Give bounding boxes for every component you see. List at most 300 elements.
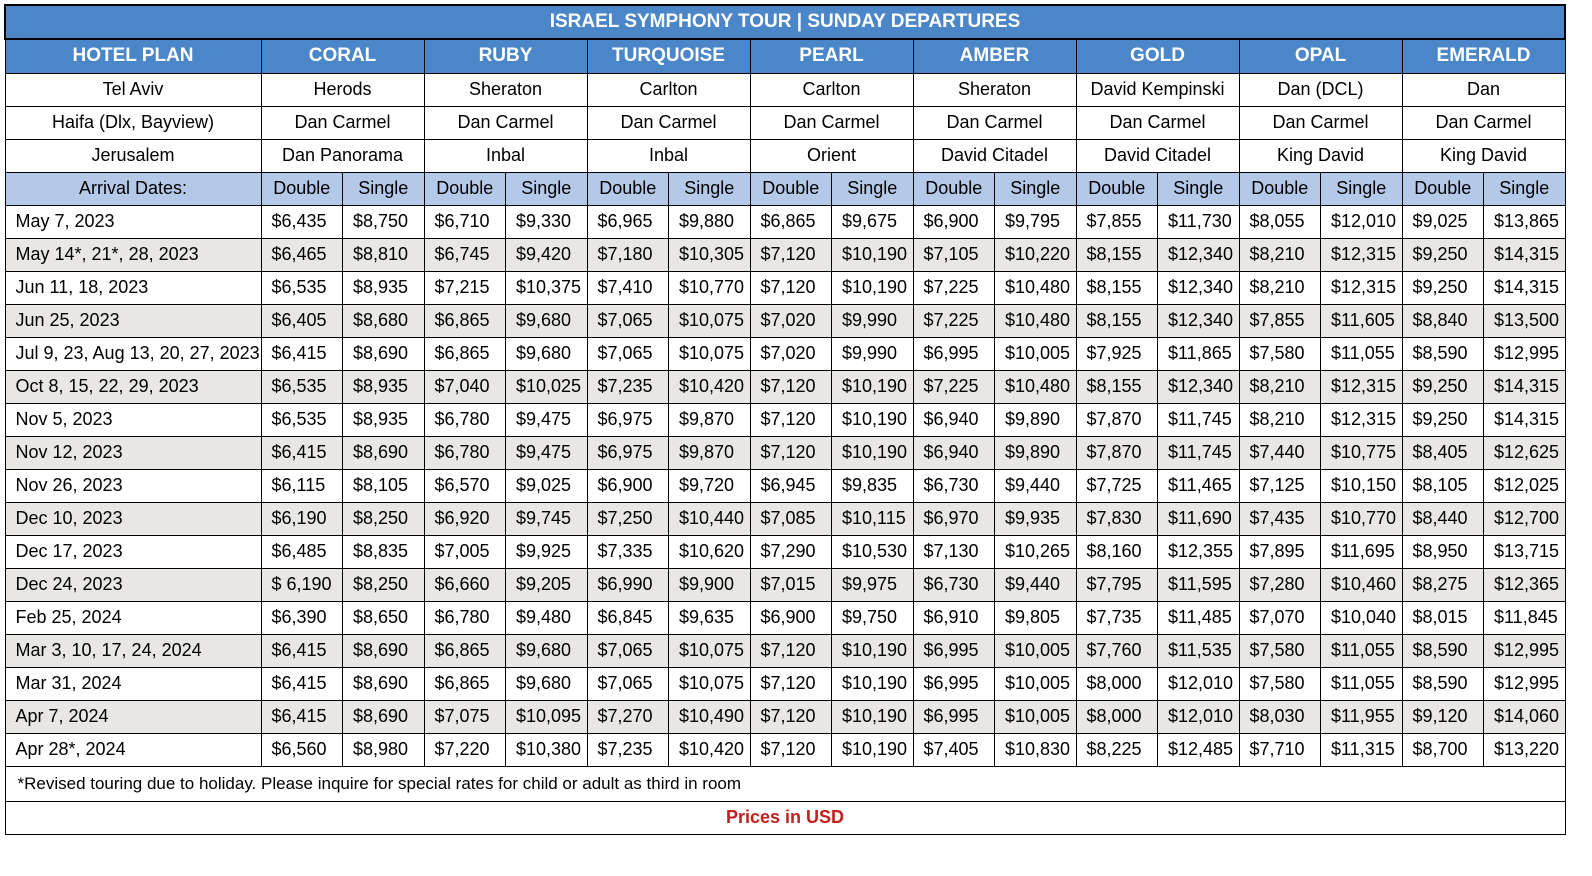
price-cell: $7,795	[1076, 568, 1158, 601]
price-cell: $7,065	[587, 634, 669, 667]
plan-header-ruby: RUBY	[424, 39, 587, 73]
price-cell: $8,210	[1239, 403, 1321, 436]
price-cell: $6,535	[261, 271, 343, 304]
arrival-header-row	[5, 172, 1565, 205]
price-cell: $8,980	[343, 733, 425, 766]
price-cell: $6,535	[261, 370, 343, 403]
hotel-name: King David	[1402, 139, 1565, 172]
price-cell: $14,315	[1484, 238, 1566, 271]
price-cell: $6,920	[424, 502, 506, 535]
price-cell: $10,075	[669, 634, 751, 667]
price-cell: $7,895	[1239, 535, 1321, 568]
price-cell: $9,680	[506, 667, 588, 700]
hotel-city: Tel Aviv	[5, 73, 261, 106]
price-cell: $9,805	[995, 601, 1077, 634]
price-cell: $8,690	[343, 700, 425, 733]
price-cell: $9,990	[832, 337, 914, 370]
price-cell: $8,225	[1076, 733, 1158, 766]
price-cell: $10,460	[1321, 568, 1403, 601]
price-cell: $10,005	[995, 337, 1077, 370]
price-cell: $8,160	[1076, 535, 1158, 568]
plan-header-amber: AMBER	[913, 39, 1076, 73]
price-cell: $10,190	[832, 403, 914, 436]
price-cell: $7,015	[750, 568, 832, 601]
price-cell: $7,410	[587, 271, 669, 304]
price-cell: $11,535	[1158, 634, 1240, 667]
price-cell: $8,810	[343, 238, 425, 271]
price-cell: $8,700	[1402, 733, 1484, 766]
hotel-name: David Citadel	[1076, 139, 1239, 172]
arrival-date: Dec 24, 2023	[5, 568, 261, 601]
price-cell: $6,865	[424, 337, 506, 370]
price-cell: $10,005	[995, 667, 1077, 700]
price-cell: $9,835	[832, 469, 914, 502]
table-row	[5, 502, 1565, 535]
price-cell: $10,775	[1321, 436, 1403, 469]
price-cell: $14,060	[1484, 700, 1566, 733]
price-cell: $10,480	[995, 370, 1077, 403]
price-cell: $7,855	[1239, 304, 1321, 337]
price-cell: $7,120	[750, 634, 832, 667]
price-cell: $9,870	[669, 403, 751, 436]
price-cell: $10,075	[669, 304, 751, 337]
price-cell: $12,340	[1158, 271, 1240, 304]
price-cell: $12,315	[1321, 238, 1403, 271]
price-cell: $12,995	[1484, 337, 1566, 370]
price-cell: $10,075	[669, 667, 751, 700]
price-cell: $11,695	[1321, 535, 1403, 568]
price-cell: $7,225	[913, 271, 995, 304]
price-cell: $7,130	[913, 535, 995, 568]
hotel-name: David Kempinski	[1076, 73, 1239, 106]
price-cell: $14,315	[1484, 370, 1566, 403]
double-label: Double	[913, 172, 995, 205]
price-cell: $8,590	[1402, 634, 1484, 667]
price-cell: $7,065	[587, 337, 669, 370]
price-cell: $6,780	[424, 601, 506, 634]
price-cell: $9,680	[506, 304, 588, 337]
single-label: Single	[506, 172, 588, 205]
price-cell: $8,275	[1402, 568, 1484, 601]
price-cell: $7,020	[750, 337, 832, 370]
currency-note: Prices in USD	[5, 801, 1565, 834]
price-cell: $7,235	[587, 733, 669, 766]
price-cell: $13,220	[1484, 733, 1566, 766]
hotel-name: Sheraton	[424, 73, 587, 106]
arrival-date: Oct 8, 15, 22, 29, 2023	[5, 370, 261, 403]
price-cell: $9,680	[506, 337, 588, 370]
price-cell: $8,250	[343, 568, 425, 601]
price-cell: $7,405	[913, 733, 995, 766]
price-cell: $7,085	[750, 502, 832, 535]
price-cell: $9,720	[669, 469, 751, 502]
price-cell: $12,340	[1158, 304, 1240, 337]
price-cell: $7,215	[424, 271, 506, 304]
price-cell: $6,865	[424, 667, 506, 700]
price-cell: $8,690	[343, 436, 425, 469]
price-cell: $9,880	[669, 205, 751, 238]
double-label: Double	[261, 172, 343, 205]
hotel-name: Dan Carmel	[1239, 106, 1402, 139]
price-cell: $10,480	[995, 271, 1077, 304]
price-cell: $10,265	[995, 535, 1077, 568]
price-cell: $6,465	[261, 238, 343, 271]
hotel-name: Herods	[261, 73, 424, 106]
plan-header-turquoise: TURQUOISE	[587, 39, 750, 73]
price-cell: $7,220	[424, 733, 506, 766]
price-cell: $6,745	[424, 238, 506, 271]
price-cell: $11,315	[1321, 733, 1403, 766]
price-cell: $7,855	[1076, 205, 1158, 238]
price-cell: $9,250	[1402, 370, 1484, 403]
price-cell: $6,535	[261, 403, 343, 436]
price-cell: $10,380	[506, 733, 588, 766]
table-row	[5, 601, 1565, 634]
price-cell: $6,435	[261, 205, 343, 238]
price-cell: $10,830	[995, 733, 1077, 766]
price-cell: $8,835	[343, 535, 425, 568]
price-cell: $7,235	[587, 370, 669, 403]
price-cell: $11,865	[1158, 337, 1240, 370]
arrival-date: Nov 12, 2023	[5, 436, 261, 469]
price-cell: $12,365	[1484, 568, 1566, 601]
price-cell: $10,190	[832, 634, 914, 667]
hotel-name: Dan Carmel	[1076, 106, 1239, 139]
price-cell: $6,730	[913, 469, 995, 502]
table-row	[5, 337, 1565, 370]
price-cell: $6,995	[913, 634, 995, 667]
table-row	[5, 436, 1565, 469]
price-cell: $6,415	[261, 667, 343, 700]
price-cell: $9,250	[1402, 271, 1484, 304]
single-label: Single	[669, 172, 751, 205]
arrival-dates-label: Arrival Dates:	[5, 172, 261, 205]
price-cell: $8,105	[343, 469, 425, 502]
single-label: Single	[1158, 172, 1240, 205]
price-cell: $12,010	[1158, 667, 1240, 700]
price-cell: $8,055	[1239, 205, 1321, 238]
price-cell: $7,250	[587, 502, 669, 535]
price-cell: $8,000	[1076, 700, 1158, 733]
price-cell: $7,440	[1239, 436, 1321, 469]
price-cell: $6,415	[261, 436, 343, 469]
price-cell: $12,485	[1158, 733, 1240, 766]
price-cell: $8,000	[1076, 667, 1158, 700]
price-cell: $6,190	[261, 502, 343, 535]
arrival-date: Jun 25, 2023	[5, 304, 261, 337]
price-cell: $11,465	[1158, 469, 1240, 502]
price-cell: $12,355	[1158, 535, 1240, 568]
price-cell: $13,715	[1484, 535, 1566, 568]
price-cell: $8,440	[1402, 502, 1484, 535]
price-cell: $8,405	[1402, 436, 1484, 469]
plan-header-row	[5, 39, 1565, 73]
price-cell: $7,925	[1076, 337, 1158, 370]
price-cell: $9,925	[506, 535, 588, 568]
hotel-name: Dan Panorama	[261, 139, 424, 172]
price-cell: $8,935	[343, 403, 425, 436]
price-cell: $8,690	[343, 337, 425, 370]
table-row	[5, 700, 1565, 733]
hotel-name: Sheraton	[913, 73, 1076, 106]
price-cell: $9,120	[1402, 700, 1484, 733]
price-cell: $9,440	[995, 469, 1077, 502]
hotel-city: Jerusalem	[5, 139, 261, 172]
price-cell: $10,190	[832, 700, 914, 733]
double-label: Double	[587, 172, 669, 205]
price-cell: $7,065	[587, 667, 669, 700]
price-cell: $9,750	[832, 601, 914, 634]
price-cell: $7,120	[750, 271, 832, 304]
arrival-date: May 7, 2023	[5, 205, 261, 238]
hotel-row	[5, 73, 1565, 106]
price-cell: $7,735	[1076, 601, 1158, 634]
price-cell: $6,965	[587, 205, 669, 238]
price-cell: $10,530	[832, 535, 914, 568]
price-cell: $10,190	[832, 436, 914, 469]
price-cell: $8,210	[1239, 370, 1321, 403]
price-cell: $7,225	[913, 304, 995, 337]
price-cell: $8,155	[1076, 271, 1158, 304]
price-cell: $14,315	[1484, 403, 1566, 436]
hotel-name: Dan Carmel	[1402, 106, 1565, 139]
hotel-name: Dan (DCL)	[1239, 73, 1402, 106]
plan-header-pearl: PEARL	[750, 39, 913, 73]
hotel-rows	[5, 73, 1565, 172]
hotel-name: Orient	[750, 139, 913, 172]
double-label: Double	[1402, 172, 1484, 205]
price-cell: $10,075	[669, 337, 751, 370]
arrival-date: Mar 3, 10, 17, 24, 2024	[5, 634, 261, 667]
plan-header-gold: GOLD	[1076, 39, 1239, 73]
price-cell: $9,890	[995, 436, 1077, 469]
price-cell: $10,025	[506, 370, 588, 403]
price-cell: $9,935	[995, 502, 1077, 535]
price-cell: $9,025	[506, 469, 588, 502]
hotel-name: Inbal	[424, 139, 587, 172]
double-label: Double	[424, 172, 506, 205]
price-cell: $12,625	[1484, 436, 1566, 469]
price-cell: $7,580	[1239, 337, 1321, 370]
price-cell: $7,290	[750, 535, 832, 568]
arrival-date: Mar 31, 2024	[5, 667, 261, 700]
price-cell: $11,605	[1321, 304, 1403, 337]
price-cell: $6,405	[261, 304, 343, 337]
price-cell: $6,975	[587, 436, 669, 469]
hotel-row	[5, 106, 1565, 139]
arrival-date: Apr 28*, 2024	[5, 733, 261, 766]
price-cell: $8,015	[1402, 601, 1484, 634]
price-cell: $9,475	[506, 403, 588, 436]
price-cell: $12,010	[1158, 700, 1240, 733]
price-rows	[5, 172, 1565, 766]
table-row	[5, 733, 1565, 766]
price-cell: $7,580	[1239, 667, 1321, 700]
price-cell: $11,845	[1484, 601, 1566, 634]
price-cell: $7,280	[1239, 568, 1321, 601]
arrival-date: Feb 25, 2024	[5, 601, 261, 634]
price-cell: $12,995	[1484, 667, 1566, 700]
price-cell: $8,155	[1076, 238, 1158, 271]
price-cell: $7,120	[750, 238, 832, 271]
price-cell: $6,710	[424, 205, 506, 238]
price-cell: $6,900	[750, 601, 832, 634]
hotel-name: Carlton	[587, 73, 750, 106]
price-cell: $6,390	[261, 601, 343, 634]
single-label: Single	[343, 172, 425, 205]
price-cell: $7,120	[750, 436, 832, 469]
hotel-name: Dan Carmel	[913, 106, 1076, 139]
footnote: *Revised touring due to holiday. Please inquire for special rates for child or adult as third in room	[5, 766, 1565, 801]
price-cell: $9,675	[832, 205, 914, 238]
price-cell: $6,865	[750, 205, 832, 238]
price-cell: $10,190	[832, 271, 914, 304]
price-cell: $6,865	[424, 304, 506, 337]
arrival-date: Dec 17, 2023	[5, 535, 261, 568]
price-cell: $10,305	[669, 238, 751, 271]
plan-header-opal: OPAL	[1239, 39, 1402, 73]
price-cell: $12,340	[1158, 370, 1240, 403]
price-cell: $8,105	[1402, 469, 1484, 502]
table-row	[5, 667, 1565, 700]
price-cell: $9,250	[1402, 238, 1484, 271]
price-cell: $11,485	[1158, 601, 1240, 634]
price-cell: $10,490	[669, 700, 751, 733]
hotel-name: Dan	[1402, 73, 1565, 106]
price-cell: $10,620	[669, 535, 751, 568]
price-cell: $12,315	[1321, 370, 1403, 403]
price-cell: $8,155	[1076, 370, 1158, 403]
price-cell: $ 6,190	[261, 568, 343, 601]
single-label: Single	[1321, 172, 1403, 205]
arrival-date: Dec 10, 2023	[5, 502, 261, 535]
hotel-row	[5, 139, 1565, 172]
price-cell: $6,900	[587, 469, 669, 502]
price-cell: $10,190	[832, 733, 914, 766]
price-cell: $9,025	[1402, 205, 1484, 238]
price-cell: $9,480	[506, 601, 588, 634]
arrival-date: Nov 5, 2023	[5, 403, 261, 436]
price-cell: $6,900	[913, 205, 995, 238]
price-cell: $10,770	[1321, 502, 1403, 535]
price-cell: $7,120	[750, 700, 832, 733]
price-cell: $13,865	[1484, 205, 1566, 238]
price-cell: $6,660	[424, 568, 506, 601]
price-cell: $7,120	[750, 733, 832, 766]
price-cell: $11,055	[1321, 667, 1403, 700]
price-cell: $6,560	[261, 733, 343, 766]
price-cell: $9,900	[669, 568, 751, 601]
arrival-date: Apr 7, 2024	[5, 700, 261, 733]
table-row	[5, 238, 1565, 271]
price-cell: $10,375	[506, 271, 588, 304]
price-cell: $7,125	[1239, 469, 1321, 502]
price-cell: $9,890	[995, 403, 1077, 436]
pricing-table	[4, 4, 1566, 835]
price-cell: $7,225	[913, 370, 995, 403]
price-cell: $12,700	[1484, 502, 1566, 535]
price-cell: $9,795	[995, 205, 1077, 238]
hotel-city: Haifa (Dlx, Bayview)	[5, 106, 261, 139]
table-row	[5, 634, 1565, 667]
price-cell: $8,950	[1402, 535, 1484, 568]
price-cell: $11,595	[1158, 568, 1240, 601]
hotel-name: David Citadel	[913, 139, 1076, 172]
price-cell: $7,070	[1239, 601, 1321, 634]
price-cell: $10,040	[1321, 601, 1403, 634]
price-cell: $6,995	[913, 700, 995, 733]
price-cell: $8,935	[343, 271, 425, 304]
price-cell: $7,180	[587, 238, 669, 271]
price-cell: $9,635	[669, 601, 751, 634]
price-cell: $12,010	[1321, 205, 1403, 238]
price-cell: $7,105	[913, 238, 995, 271]
price-cell: $8,210	[1239, 238, 1321, 271]
price-cell: $12,315	[1321, 271, 1403, 304]
price-cell: $7,065	[587, 304, 669, 337]
price-cell: $8,750	[343, 205, 425, 238]
price-cell: $6,415	[261, 337, 343, 370]
price-cell: $10,190	[832, 667, 914, 700]
price-cell: $6,115	[261, 469, 343, 502]
price-cell: $9,680	[506, 634, 588, 667]
price-cell: $6,485	[261, 535, 343, 568]
table-title: ISRAEL SYMPHONY TOUR | SUNDAY DEPARTURES	[5, 5, 1565, 39]
price-cell: $6,865	[424, 634, 506, 667]
price-cell: $11,055	[1321, 634, 1403, 667]
price-cell: $12,995	[1484, 634, 1566, 667]
hotel-name: Dan Carmel	[261, 106, 424, 139]
price-cell: $10,005	[995, 700, 1077, 733]
price-cell: $7,830	[1076, 502, 1158, 535]
arrival-date: Jun 11, 18, 2023	[5, 271, 261, 304]
price-cell: $10,220	[995, 238, 1077, 271]
hotel-name: King David	[1239, 139, 1402, 172]
single-label: Single	[995, 172, 1077, 205]
hotel-name: Carlton	[750, 73, 913, 106]
table-row	[5, 271, 1565, 304]
price-cell: $7,580	[1239, 634, 1321, 667]
price-cell: $10,190	[832, 238, 914, 271]
price-cell: $7,005	[424, 535, 506, 568]
plan-header-coral: CORAL	[261, 39, 424, 73]
price-cell: $6,780	[424, 403, 506, 436]
price-cell: $7,120	[750, 667, 832, 700]
price-cell: $12,340	[1158, 238, 1240, 271]
table-row	[5, 403, 1565, 436]
price-cell: $8,590	[1402, 337, 1484, 370]
price-cell: $11,730	[1158, 205, 1240, 238]
price-cell: $9,205	[506, 568, 588, 601]
price-cell: $7,270	[587, 700, 669, 733]
price-cell: $6,940	[913, 436, 995, 469]
hotel-plan-label: HOTEL PLAN	[5, 39, 261, 73]
price-cell: $7,870	[1076, 436, 1158, 469]
hotel-name: Dan Carmel	[587, 106, 750, 139]
price-cell: $11,055	[1321, 337, 1403, 370]
price-cell: $6,415	[261, 634, 343, 667]
table-row	[5, 568, 1565, 601]
price-cell: $6,910	[913, 601, 995, 634]
single-label: Single	[832, 172, 914, 205]
price-cell: $8,155	[1076, 304, 1158, 337]
price-cell: $12,025	[1484, 469, 1566, 502]
price-cell: $6,990	[587, 568, 669, 601]
single-label: Single	[1484, 172, 1566, 205]
price-cell: $7,710	[1239, 733, 1321, 766]
price-cell: $8,250	[343, 502, 425, 535]
arrival-date: Nov 26, 2023	[5, 469, 261, 502]
